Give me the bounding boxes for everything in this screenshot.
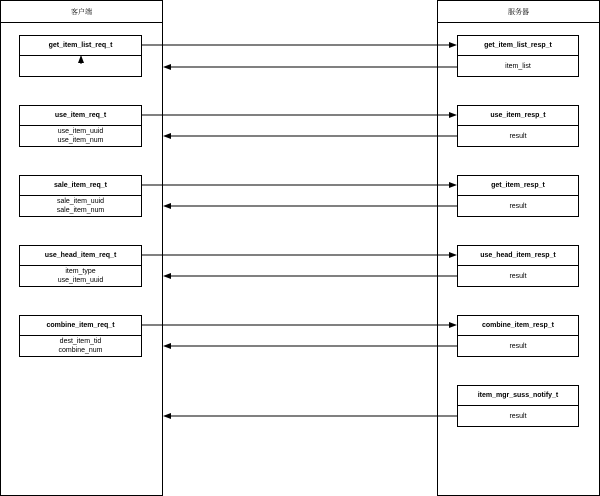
message-field: sale_item_uuid bbox=[56, 198, 105, 205]
message-title: get_item_list_req_t bbox=[20, 36, 141, 56]
message-title: sale_item_req_t bbox=[20, 176, 141, 196]
message-title: use_head_item_resp_t bbox=[458, 246, 578, 266]
message-field: result bbox=[509, 412, 527, 420]
message-field: result bbox=[509, 272, 527, 280]
message-field: use_item_uuid bbox=[57, 277, 104, 284]
message-title: combine_item_req_t bbox=[20, 316, 141, 336]
message-field: result bbox=[509, 342, 527, 350]
message-title: get_item_resp_t bbox=[458, 176, 578, 196]
client-lane-title: 客户端 bbox=[1, 1, 162, 23]
message-field: use_item_num bbox=[57, 137, 104, 144]
message-title: use_item_resp_t bbox=[458, 106, 578, 126]
message-field: use_item_uuid bbox=[57, 128, 104, 135]
message-title: combine_item_resp_t bbox=[458, 316, 578, 336]
message-field: item_list bbox=[505, 62, 531, 70]
message-title: use_head_item_req_t bbox=[20, 246, 141, 266]
message-field: item_type bbox=[65, 268, 96, 275]
server-lane-title: 服务器 bbox=[438, 1, 599, 23]
message-title: item_mgr_suss_notify_t bbox=[458, 386, 578, 406]
message-title: get_item_list_resp_t bbox=[458, 36, 578, 56]
message-title: use_item_req_t bbox=[20, 106, 141, 126]
message-field: dest_item_tid bbox=[59, 338, 102, 345]
message-field: combine_num bbox=[58, 347, 103, 354]
message-field: sale_item_num bbox=[56, 207, 105, 214]
message-field: result bbox=[509, 202, 527, 210]
message-field: result bbox=[509, 132, 527, 140]
